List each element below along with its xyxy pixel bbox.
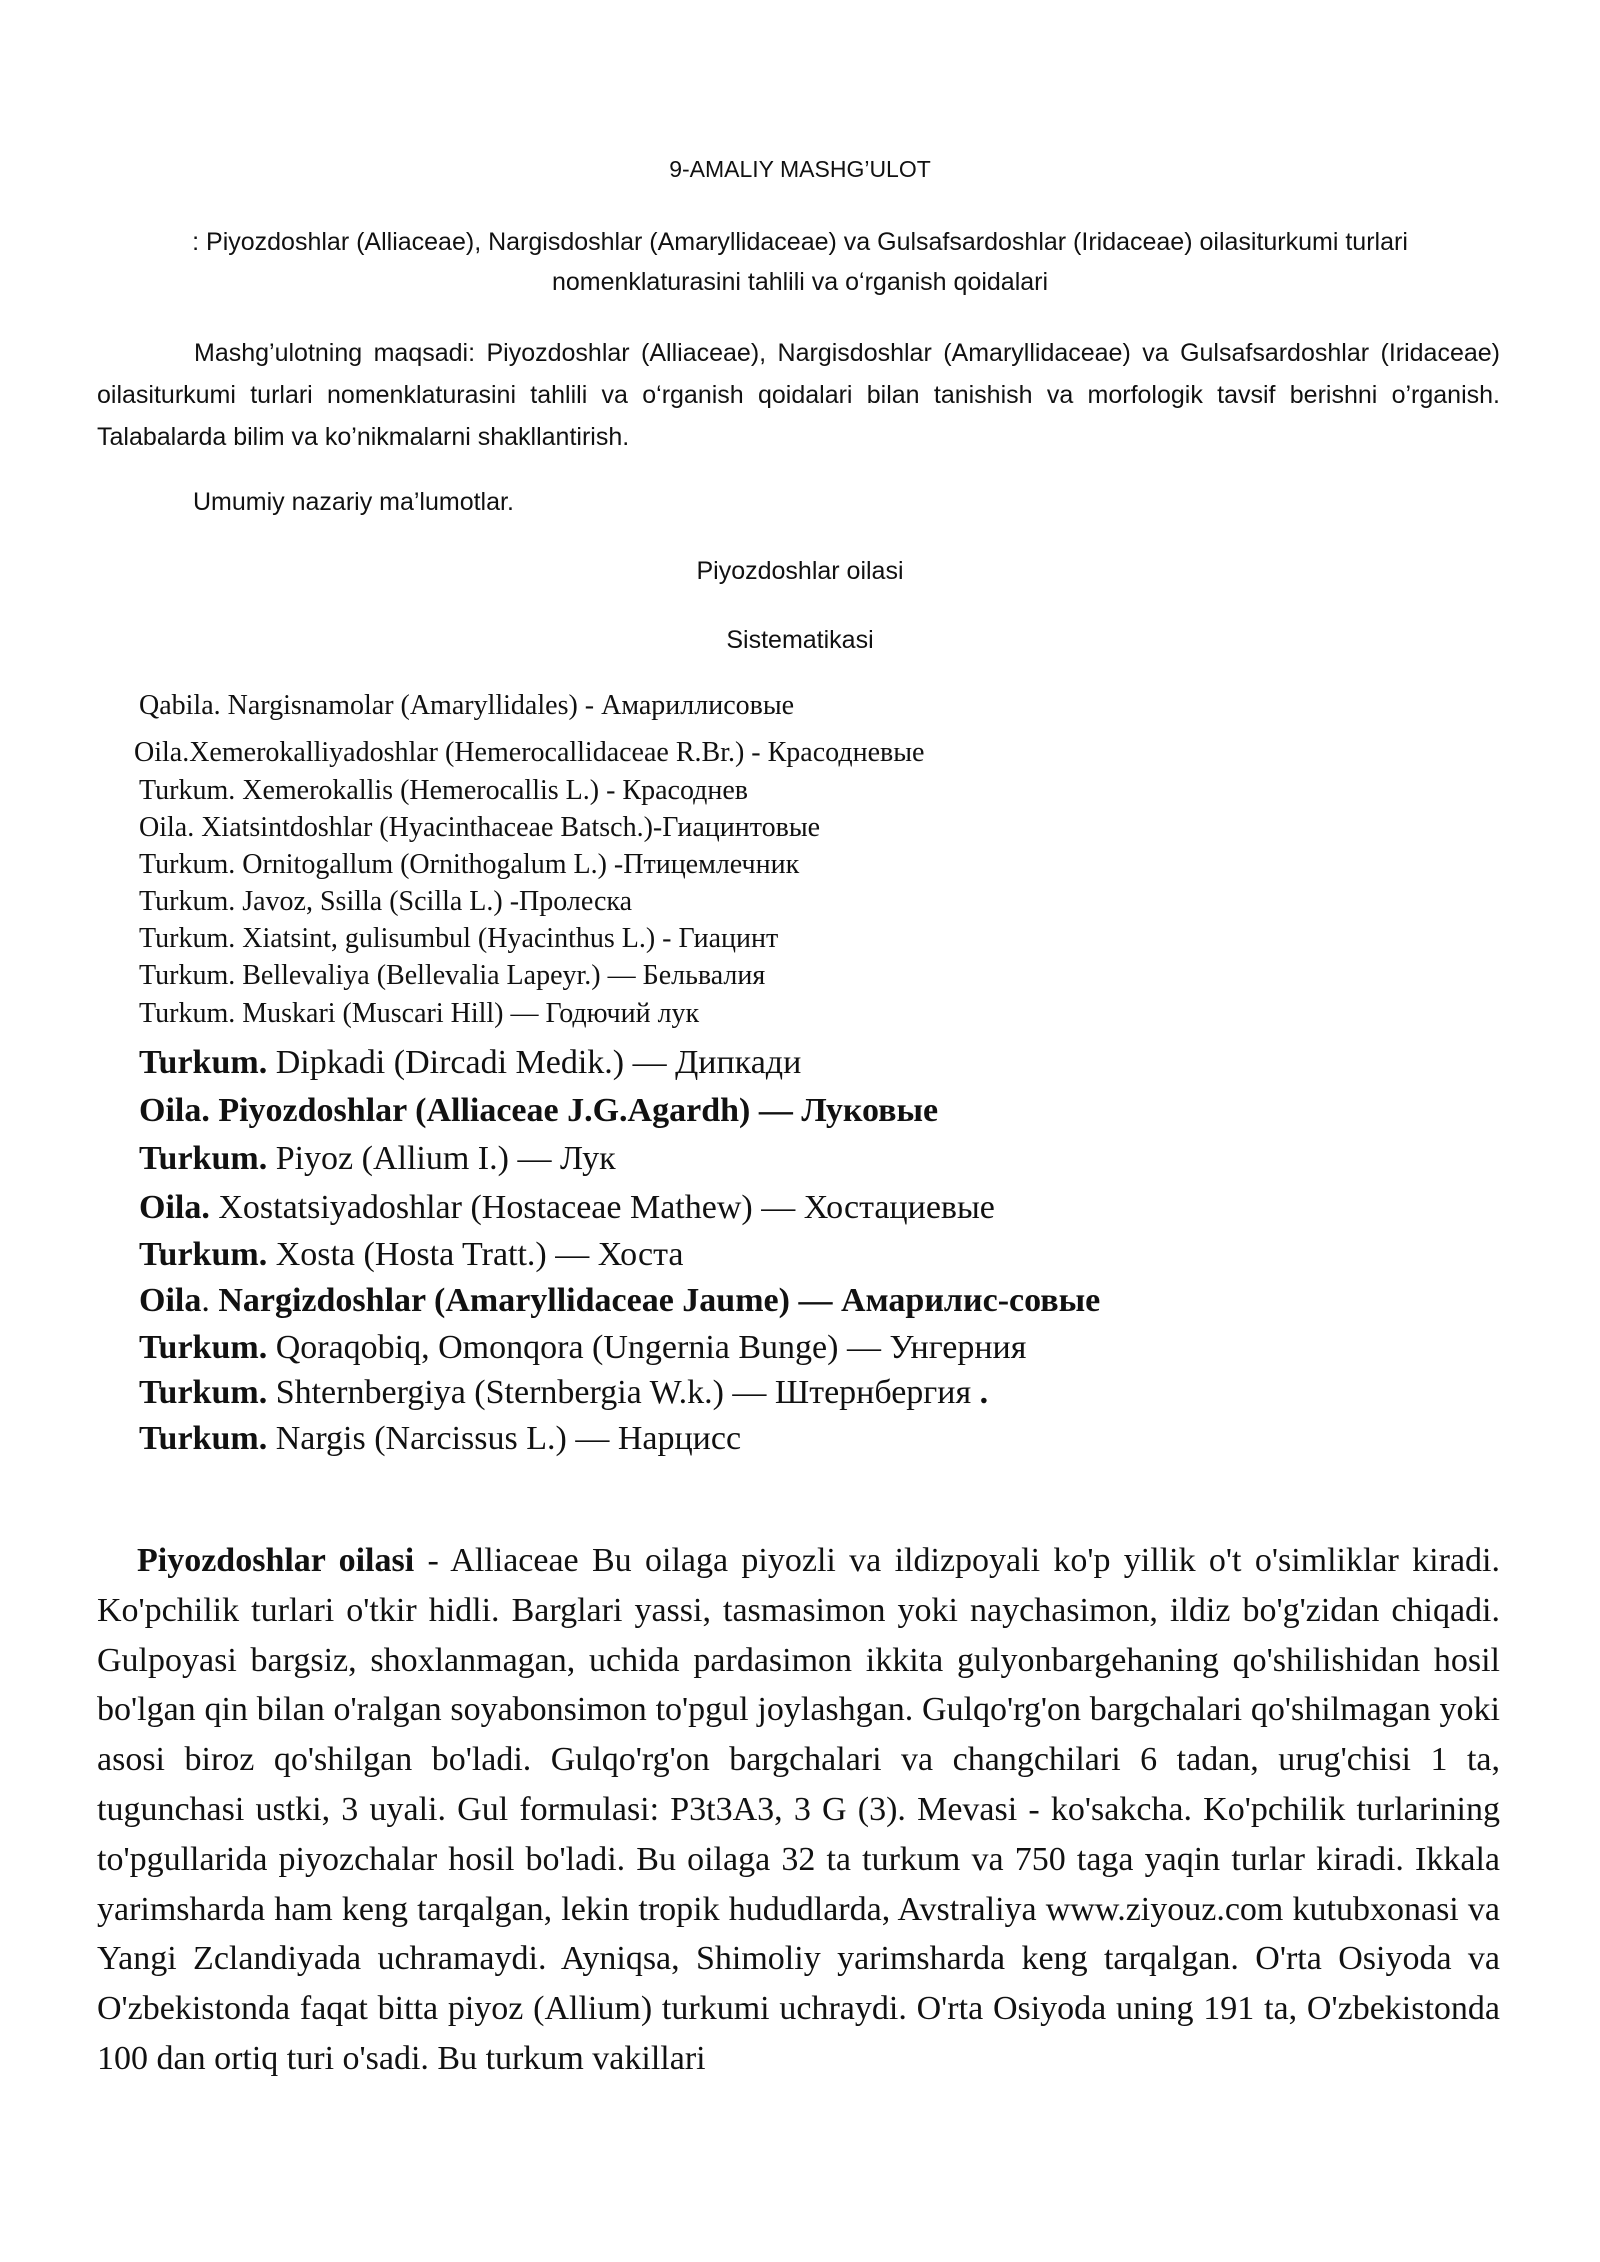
taxonomy-bold-text: . xyxy=(979,1374,989,1411)
taxonomy-text: . xyxy=(201,1282,219,1319)
taxonomy-row xyxy=(139,960,765,992)
taxonomy-text: Oila.Xemerokalliyadoshlar (Hemerocallidaceae R.Br.) - Красодневые xyxy=(134,737,925,768)
taxonomy-row xyxy=(139,775,748,807)
taxonomy-rank: Turkum. xyxy=(139,1420,268,1457)
goal-paragraph: Mashg’ulotning maqsadi: Piyozdoshlar (Alliaceae), Nargisdoshlar (Amaryllidaceae) va Gulsafsardoshlar (Iridaceae) oilasiturkumi turlari nomenklaturasini tahlili va o‘rganish qoidalari bilan tanishish va morfologik tavsif berishni o’rganish. Talabalarda bilim va ko’nikmalarni shakllantirish. xyxy=(97,339,1500,451)
taxonomy-row xyxy=(139,1282,1100,1320)
taxonomy-rank: Turkum. xyxy=(139,1140,268,1177)
taxonomy-text: Xosta (Hosta Tratt.) — Хоста xyxy=(267,1236,684,1273)
taxonomy-rank: Turkum. xyxy=(139,1236,268,1273)
paragraph-lead: Piyozdoshlar oilasi xyxy=(137,1542,415,1579)
taxonomy-row xyxy=(139,849,799,881)
taxonomy-text: Qabila. Nargisnamolar (Amaryllidales) - Амариллисовые xyxy=(139,690,795,721)
taxonomy-row xyxy=(139,1236,683,1274)
taxonomy-row xyxy=(139,1420,741,1458)
taxonomy-rank: Oila. Piyozdoshlar (Alliaceae J.G.Agardh) — Луковые xyxy=(139,1092,939,1129)
body-paragraph xyxy=(97,1536,1500,2084)
taxonomy-rank: Turkum. xyxy=(139,1044,268,1081)
taxonomy-bold-text: Nargizdoshlar (Amaryllidaceae Jaume) — Амарилис-совые xyxy=(218,1282,1101,1319)
taxonomy-row xyxy=(139,886,632,918)
taxonomy-text: Xostatsiyadoshlar (Hostaceae Mathew) — Хостациевые xyxy=(209,1189,995,1226)
intro-line: Umumiy nazariy ma’lumotlar. xyxy=(193,488,514,516)
taxonomy-text: Piyoz (Allium I.) — Лук xyxy=(267,1140,616,1177)
taxonomy-text: Turkum. Ornitogallum (Ornithogalum L.) -Птицемлечник xyxy=(139,849,800,880)
family-heading: Piyozdoshlar oilasi xyxy=(696,557,904,585)
system-heading: Sistematikasi xyxy=(726,626,874,654)
taxonomy-row xyxy=(139,690,794,722)
taxonomy-rank: Oila. xyxy=(139,1189,210,1226)
page-title: 9-AMALIY MASHG’ULOT xyxy=(669,156,931,182)
page-subtitle: : Piyozdoshlar (Alliaceae), Nargisdoshlar (Amaryllidaceae) va Gulsafsardoshlar (Iridaceae) oilasiturkumi turlari nomenklaturasini tahlili va o‘rganish qoidalari xyxy=(192,228,1408,296)
taxonomy-row xyxy=(139,1140,616,1178)
taxonomy-row xyxy=(139,812,820,844)
taxonomy-text: Turkum. Xiatsint, gulisumbul (Hyacinthus L.) - Гиацинт xyxy=(139,923,779,954)
taxonomy-text: Nargis (Narcissus L.) — Нарцисс xyxy=(267,1420,742,1457)
taxonomy-row xyxy=(139,1044,801,1082)
taxonomy-text: Turkum. Muskari (Muscari Hill) — Годючий лук xyxy=(139,998,700,1029)
taxonomy-text: Turkum. Xemerokallis (Hemerocallis L.) - Красоднев xyxy=(139,775,749,806)
taxonomy-text: Oila. Xiatsintdoshlar (Hyacinthaceae Batsch.)-Гиацинтовые xyxy=(139,812,821,843)
taxonomy-rank: Oila xyxy=(139,1282,202,1319)
taxonomy-text: Qoraqobiq, Omonqora (Ungernia Bunge) — Унгерния xyxy=(267,1329,1027,1366)
taxonomy-row xyxy=(139,998,699,1030)
taxonomy-row xyxy=(139,1374,988,1412)
paragraph-text: - Alliaceae Bu oilaga piyozli va ildizpoyali ko'p yillik o't o'simliklar kiradi. Ko'pchilik turlari o'tkir hidli. Barglari yassi, tasmasimon yoki naychasimon, ildiz bo'g'zidan chiqadi. Gulpoyasi bargsiz, shoxlanmagan, uchida pardasimon ikkita gulyonbargehaning qo'shilishidan hosil bo'lgan qin bilan o'ralgan soyabonsimon to'pgul joylashgan. Gulqo'rg'on bargchalari qo'shilmagan yoki asosi biroz qo'shilgan bo'ladi. Gulqo'rg'on bargchalari va changchilari 6 tadan, urug'chisi 1 ta, tugunchasi ustki, 3 uyali. Gul formulasi: P3t3A3, 3 G (3). Mevasi - ko'sakcha. Ko'pchilik turlarining to'pgullarida piyozchalar hosil bo'ladi. Bu oilaga 32 ta turkum va 750 taga yaqin turlar kiradi. Ikkala yarimsharda ham keng tarqalgan, lekin tropik hududlarda, Avstraliya www.ziyouz.com kutubxonasi va Yangi Zclandiyada uchramaydi. Ayniqsa, Shimoliy yarimsharda keng tarqalgan. O'rta Osiyoda va O'zbekistonda faqat bitta piyoz (Allium) turkumi uchraydi. O'rta Osiyoda uning 191 ta, O'zbekistonda 100 dan ortiq turi o'sadi. Bu turkum vakillari xyxy=(97,1542,1500,2077)
taxonomy-rank: Turkum. xyxy=(139,1374,268,1411)
taxonomy-row xyxy=(134,737,924,769)
taxonomy-row xyxy=(139,923,778,955)
taxonomy-rank: Turkum. xyxy=(139,1329,268,1366)
taxonomy-text: Turkum. Bellevaliya (Bellevalia Lapeyr.) — Бельвалия xyxy=(139,960,766,991)
taxonomy-text: Shternbergiya (Sternbergia W.k.) — Штернбергия xyxy=(267,1374,980,1411)
taxonomy-row xyxy=(139,1329,1026,1367)
taxonomy-text: Dipkadi (Dircadi Medik.) — Дипкади xyxy=(267,1044,802,1081)
taxonomy-row xyxy=(139,1189,995,1227)
taxonomy-text: Turkum. Javoz, Ssilla (Scilla L.) -Пролеска xyxy=(139,886,633,917)
taxonomy-row xyxy=(139,1092,938,1130)
